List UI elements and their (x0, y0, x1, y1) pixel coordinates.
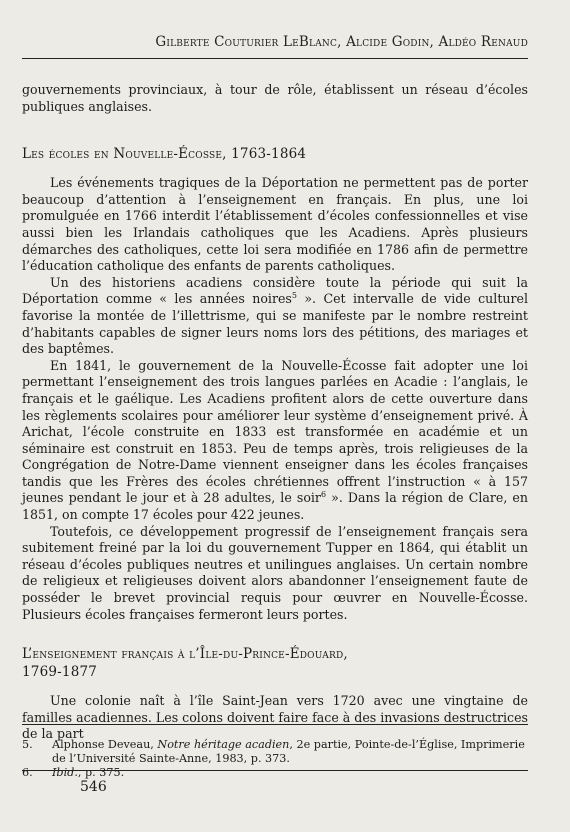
running-header: Gilberte Couturier LeBlanc, Alcide Godin, Aldéo Renaud (155, 34, 528, 50)
paragraph-text: ». Cet intervalle de vide culturel favorise la montée de l’illettrisme, qui se manifeste par le nombre restreint d’habitants capables de signer leurs noms lors des pétitions, des mariages et des baptêmes. (22, 291, 528, 357)
section-heading-pei (22, 645, 528, 681)
footnote-number: 6. (22, 766, 33, 779)
heading-line: L’enseignement français à l’Île-du-Prince-Édouard, (22, 646, 348, 663)
footnote-rest: , 2e partie, Pointe-de-l’Église, Imprimerie de l’Université Sainte-Anne, 1983, p. 373. (52, 738, 525, 765)
footnote-rule (22, 724, 528, 725)
paragraph-text: Un des historiens acadiens considère toute la période qui suit la Déportation comme « les années noires (22, 274, 528, 307)
paragraph (22, 358, 528, 524)
header-rule (22, 58, 528, 59)
section-heading-nova-scotia: Les écoles en Nouvelle-Écosse, 1763-1864 (22, 146, 307, 163)
footnote-title: Notre héritage acadien (157, 738, 290, 751)
intro-paragraph: gouvernements provinciaux, à tour de rôle, établissent un réseau d’écoles publiques anglaises. (22, 82, 528, 114)
paragraph-text: En 1841, le gouvernement de la Nouvelle-Écosse fait adopter une loi permettant l’enseignement des trois langues parlées en Acadie : l’anglais, le français et le gaélique. Les Acadiens profitent alors de cette ouverture dans les règlements scolaires pour améliorer leur système d’enseignement privé. À Arichat, l’école construite en 1833 est transformée en académie et un séminaire est construit en 1853. Peu de temps après, trois religieuses de la Congrégation de Notre-Dame viennent enseigner dans les écoles françaises tandis que les Frères des écoles chrétiennes offrent l’instruction « à 157 jeunes pendant le jour et à 28 adultes, le soir (22, 357, 528, 506)
paragraph: Une colonie naît à l’île Saint-Jean vers 1720 avec une vingtaine de familles acadiennes. Les colons doivent faire face à des invasions destructrices de la part (22, 693, 528, 742)
footnote-number: 5. (22, 738, 33, 751)
page-number: 546 (80, 779, 107, 795)
paragraph (22, 275, 528, 358)
footnote-text (52, 738, 528, 765)
footnote-ref: 5 (291, 291, 297, 301)
footnote-author: Alphonse Deveau, (52, 738, 158, 751)
paragraph: Toutefois, ce développement progressif de l’enseignement français sera subitement freiné par la loi du gouvernement Tupper en 1864, qui établit un réseau d’écoles publiques neutres et unilingues anglaises. Un certain nombre de religieux et religieuses doivent alors abandonner l’enseignement faute de posséder le brevet provincial requis pour œuvrer en Nouvelle-Écosse. Plusieurs écoles françaises fermeront leurs portes. (22, 523, 528, 622)
footnotes (22, 738, 528, 781)
footnote (22, 766, 528, 780)
paragraph: Les événements tragiques de la Déportation ne permettent pas de porter beaucoup d’attention à l’enseignement en français. En plus, une loi promulguée en 1766 interdit l’établissement d’écoles confessionnelles et vise aussi bien les Irlandais catholiques que les Acadiens. Après plusieurs démarches des catholiques, cette loi sera modifiée en 1786 afin de permettre l’éducation catholique des enfants de parents catholiques. (22, 175, 528, 274)
heading-line: 1769-1877 (22, 664, 98, 681)
footnote-ref: 6 (320, 490, 327, 500)
footnote (22, 738, 528, 765)
footnote-text (52, 766, 528, 780)
footnote-rest: , p. 375. (77, 766, 125, 779)
footnote-title: Ibid. (52, 766, 78, 779)
paragraph-text: ». Dans la région de Clare, en 1851, on compte 17 écoles pour 422 jeunes. (22, 490, 528, 523)
main-text (22, 82, 528, 743)
page-bottom-rule (22, 770, 528, 771)
